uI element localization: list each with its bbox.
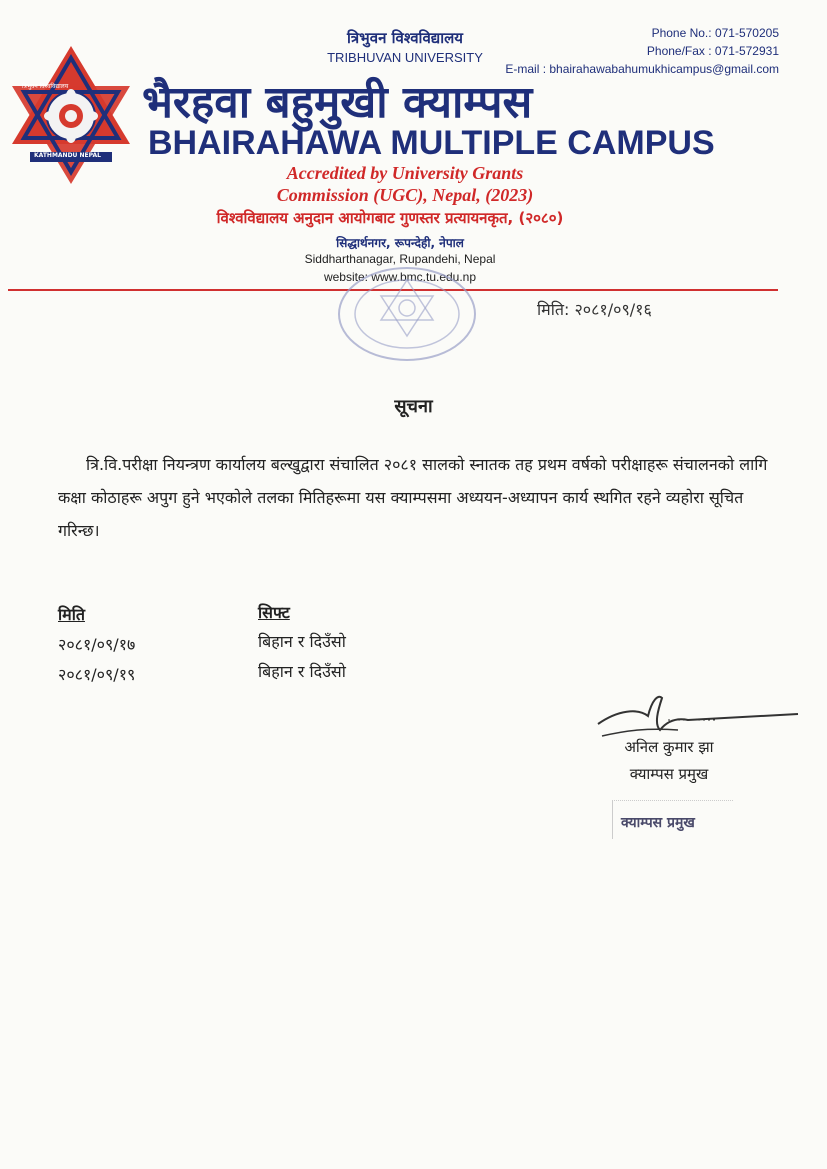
phone-fax: Phone/Fax : 071-572931 [646, 44, 779, 58]
address-english: Siddharthanagar, Rupandehi, Nepal [304, 252, 496, 266]
schedule-row-shift: बिहान र दिउँसो [258, 662, 346, 681]
logo-top-text: त्रिभुवन विश्वविद्यालय [22, 83, 69, 90]
campus-name-nepali: भैरहवा बहुमुखी क्याम्पस [142, 77, 533, 128]
signatory-stamp [612, 800, 733, 839]
notice-title: सूचना [394, 396, 433, 417]
schedule-row-date: २०८१/०९/१९ [58, 665, 136, 684]
address-nepali: सिद्धार्थनगर, रूपन्देही, नेपाल [336, 236, 464, 250]
accreditation-english [200, 162, 610, 206]
contact-block [505, 24, 779, 78]
phone-number: Phone No.: 071-570205 [651, 26, 779, 40]
accreditation-nepali: विश्वविद्यालय अनुदान आयोगबाट गुणस्तर प्रत्यायनकृत, (२०८०) [216, 209, 564, 227]
accreditation-line-2: Commission (UGC), Nepal, (2023) [276, 185, 534, 205]
schedule-row-date: २०८१/०९/१७ [58, 635, 136, 654]
accreditation-line-1: Accredited by University Grants [286, 163, 524, 183]
schedule-shift-header: सिफ्ट [258, 603, 290, 622]
notice-body: त्रि.वि.परीक्षा नियन्त्रण कार्यालय बल्खुद्वारा संचालित २०८१ सालको स्नातक तह प्रथम वर्षको परीक्षाहरू संचालनको लागि कक्षा कोठाहरू अपुग हुने भएकोले तलका मितिहरूमा यस क्याम्पसमा अध्ययन-अध्यापन कार्य स्थगित रहने व्यहोरा सूचित गरिन्छ। [58, 455, 768, 540]
university-name-nepali: त्रिभुवन विश्वविद्यालय [347, 29, 463, 47]
university-name-english: TRIBHUVAN UNIVERSITY [327, 50, 483, 65]
schedule-row-shift: बिहान र दिउँसो [258, 632, 346, 651]
schedule-date-header: मिति [58, 605, 85, 624]
logo-bottom-text: KATHMANDU NEPAL [34, 152, 101, 159]
signatory-name: अनिल कुमार झा [624, 738, 714, 756]
email-address: E-mail : bhairahawabahumukhicampus@gmail.com [505, 62, 779, 76]
tribhuvan-university-emblem-icon [8, 44, 134, 186]
website-link[interactable]: website: www.bmc.tu.edu.np [323, 270, 477, 284]
notice-date: मिति: २०८१/०९/१६ [537, 300, 652, 319]
campus-round-seal-icon [333, 266, 481, 368]
signatory-stamp-text: क्याम्पस प्रमुख [621, 815, 695, 831]
campus-name-english: BHAIRAHAWA MULTIPLE CAMPUS [148, 124, 715, 162]
signatory-title: क्याम्पस प्रमुख [629, 765, 709, 783]
